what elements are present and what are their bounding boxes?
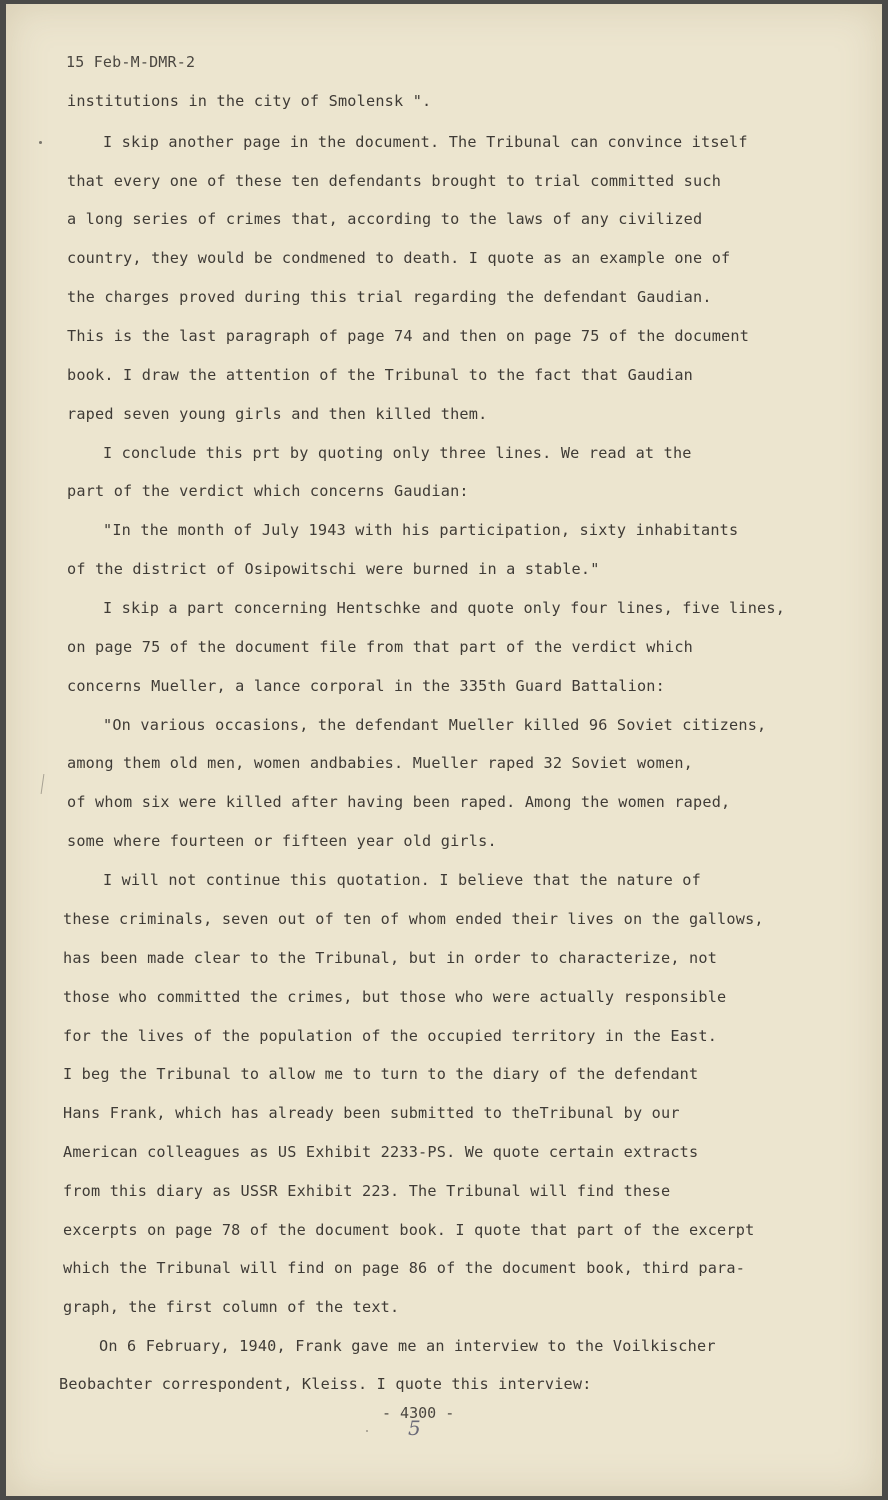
document-page: [6, 4, 882, 1496]
margin-mark: [41, 774, 45, 794]
text-line: a long series of crimes that, according to the laws of any civilized: [67, 210, 703, 228]
text-line: that every one of these ten defendants brought to trial committed such: [67, 172, 722, 190]
text-line: I beg the Tribunal to allow me to turn to the diary of the defendant: [63, 1065, 699, 1083]
text-line: American colleagues as US Exhibit 2233-PS. We quote certain extracts: [63, 1143, 699, 1161]
text-line: Hans Frank, which has already been submitted to theTribunal by our: [63, 1104, 680, 1122]
text-line: This is the last paragraph of page 74 and then on page 75 of the document: [67, 327, 750, 345]
quotation-line: some where fourteen or fifteen year old girls.: [67, 832, 497, 850]
text-line: the charges proved during this trial regarding the defendant Gaudian.: [67, 288, 712, 306]
text-line: I conclude this prt by quoting only three lines. We read at the: [103, 444, 692, 462]
handwritten-page-number: 5: [408, 1416, 421, 1440]
text-line: these criminals, seven out of ten of whom ended their lives on the gallows,: [63, 910, 764, 928]
text-line: raped seven young girls and then killed them.: [67, 405, 488, 423]
quotation-line: among them old men, women andbabies. Mueller raped 32 Soviet women,: [67, 754, 694, 772]
quotation-line: "On various occasions, the defendant Mueller killed 96 Soviet citizens,: [103, 716, 767, 734]
text-line: graph, the first column of the text.: [63, 1298, 400, 1316]
text-line: On 6 February, 1940, Frank gave me an interview to the Voilkischer: [99, 1337, 716, 1355]
page-number: - 4300 -: [382, 1404, 455, 1422]
quotation-line: of whom six were killed after having been raped. Among the women raped,: [67, 793, 731, 811]
text-line: excerpts on page 78 of the document book. I quote that part of the excerpt: [63, 1221, 755, 1239]
margin-mark: [39, 141, 42, 144]
text-line: on page 75 of the document file from that part of the verdict which: [67, 638, 694, 656]
text-line: part of the verdict which concerns Gaudian:: [67, 482, 469, 500]
document-reference: 15 Feb-M-DMR-2: [66, 53, 196, 71]
text-line: those who committed the crimes, but those who were actually responsible: [63, 988, 727, 1006]
text-line: which the Tribunal will find on page 86 of the document book, third para-: [63, 1259, 746, 1277]
text-line: concerns Mueller, a lance corporal in the 335th Guard Battalion:: [67, 677, 665, 695]
quotation-line: "In the month of July 1943 with his participation, sixty inhabitants: [103, 521, 739, 539]
margin-mark: [366, 1430, 368, 1432]
text-line: institutions in the city of Smolensk ".: [67, 92, 432, 110]
text-line: country, they would be condmened to death. I quote as an example one of: [67, 249, 731, 267]
text-line: I skip a part concerning Hentschke and quote only four lines, five lines,: [103, 599, 786, 617]
text-line: has been made clear to the Tribunal, but in order to characterize, not: [63, 949, 718, 967]
text-line: for the lives of the population of the occupied territory in the East.: [63, 1027, 718, 1045]
text-line: Beobachter correspondent, Kleiss. I quote this interview:: [59, 1375, 592, 1393]
text-line: I will not continue this quotation. I believe that the nature of: [103, 871, 701, 889]
text-line: I skip another page in the document. The Tribunal can convince itself: [103, 133, 748, 151]
quotation-line: of the district of Osipowitschi were burned in a stable.": [67, 560, 600, 578]
text-line: book. I draw the attention of the Tribunal to the fact that Gaudian: [67, 366, 694, 384]
text-line: from this diary as USSR Exhibit 223. The Tribunal will find these: [63, 1182, 671, 1200]
